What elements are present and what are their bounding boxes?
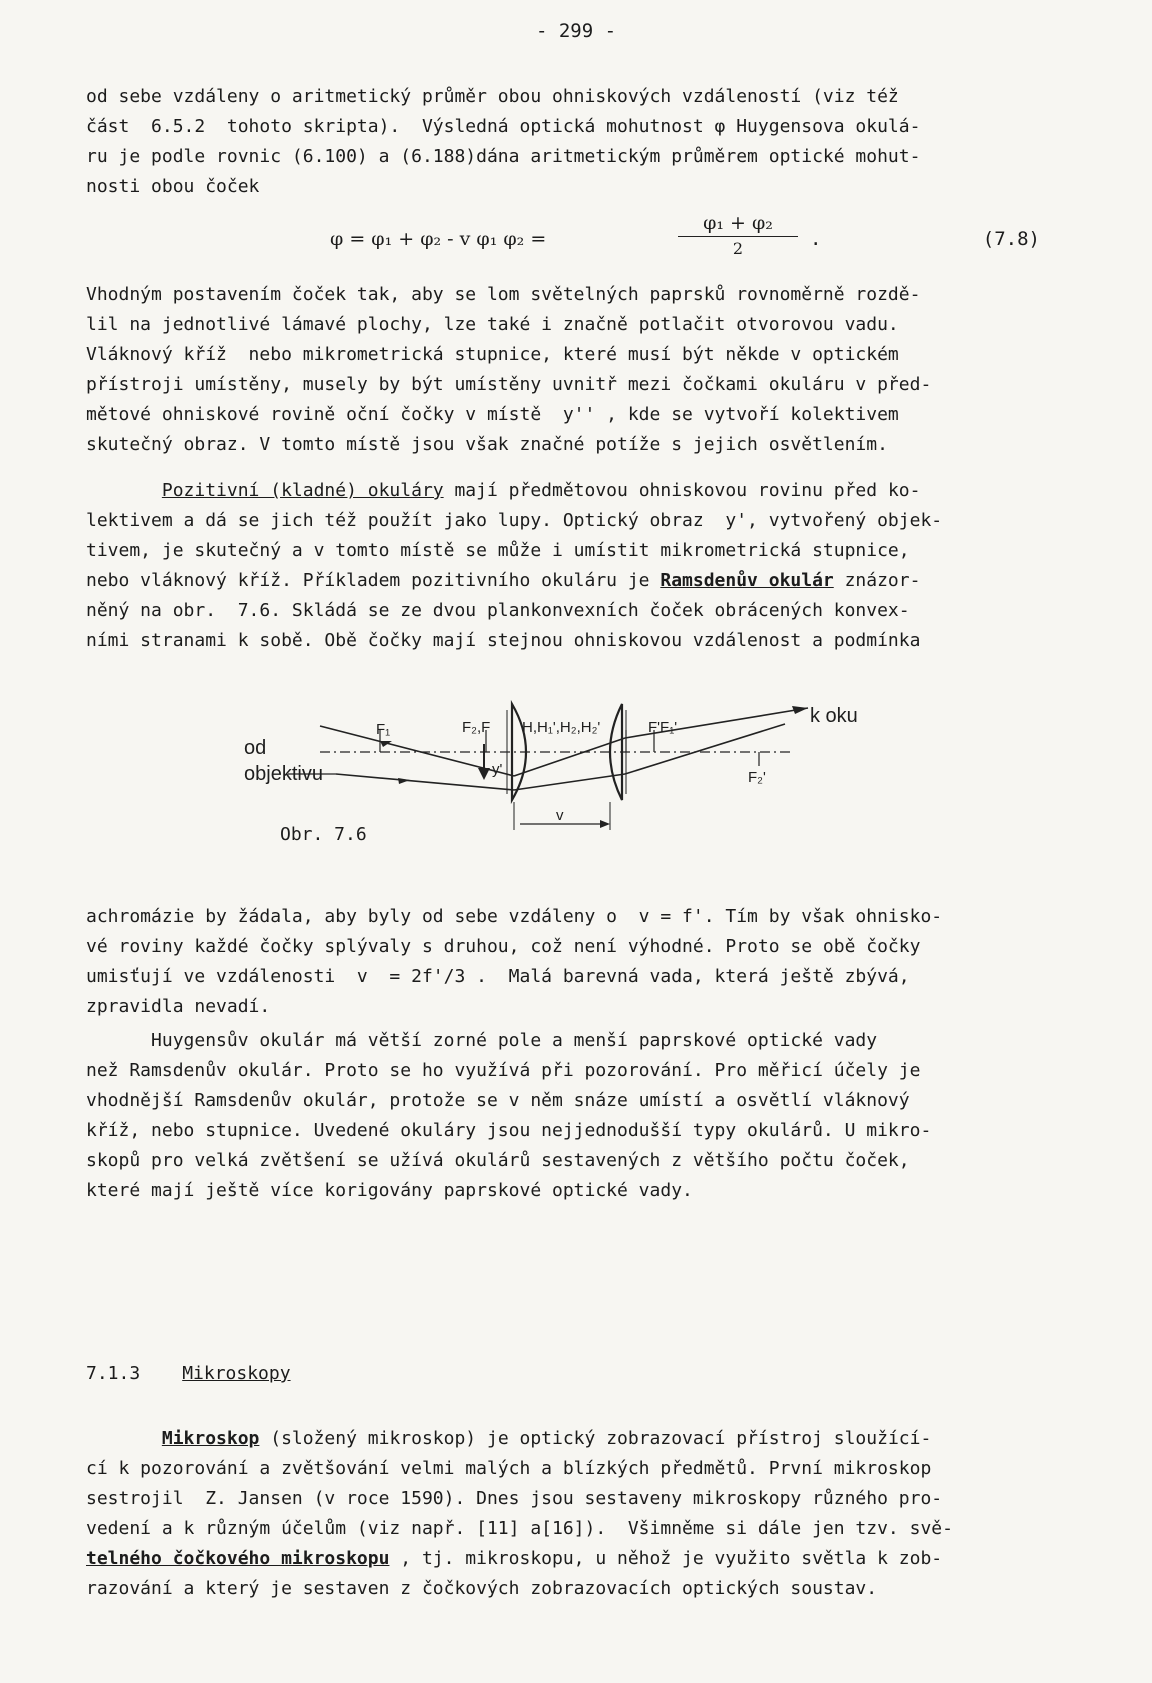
equation-7-8 — [300, 214, 1040, 274]
term-ramsden-eyepiece: Ramsdenův okulár — [660, 570, 834, 591]
text-line: cí k pozorování a zvětšování velmi malých a blízkých předmětů. První mikroskop — [86, 1458, 932, 1479]
label-to-eye: k oku — [810, 705, 858, 727]
section-title: Mikroskopy — [182, 1363, 291, 1384]
label-f-prime-f1-prime: F'F₁' — [648, 719, 678, 736]
text-line: nosti obou čoček — [86, 176, 260, 197]
label-f1: F₁ — [376, 721, 391, 738]
text-line: skutečný obraz. V tomto místě jsou však značné potíže s jejich osvětlením. — [86, 434, 888, 455]
text-line: achromázie by žádala, aby byly od sebe vzdáleny o v = f'. Tím by však ohnisko- — [86, 906, 943, 927]
ray-between-1 — [514, 738, 625, 776]
text-line: vé roviny každé čočky splývaly s druhou, což není výhodné. Proto se obě čočky — [86, 936, 921, 957]
text-line: Vhodným postavením čoček tak, aby se lom světelných paprsků rovnoměrně rozdě- — [86, 284, 921, 305]
paragraph-positive-eyepieces — [86, 476, 1076, 656]
paragraph-huygens-vs-ramsden — [86, 1026, 1076, 1206]
page-number: - 299 - — [535, 20, 617, 42]
text-line: Mikroskop (složený mikroskop) je optický zobrazovací přístroj sloužící- — [161, 1428, 932, 1449]
label-from-objective-line2: objektivu — [244, 763, 323, 785]
text-line: od sebe vzdáleny o aritmetický průměr obou ohniskových vzdáleností (viz též — [86, 86, 899, 107]
text-line: vhodnější Ramsdenův okulár, protože se v něm snáze umístí a osvětlí vláknový — [86, 1090, 910, 1111]
text-line: telného čočkového mikroskopu , tj. mikroskopu, u něhož je využito světla k zob- — [86, 1548, 943, 1569]
text-line: mětové ohniskové rovině oční čočky v místě y'' , kde se vytvoří kolektivem — [86, 404, 899, 425]
text-line: které mají ještě více korigovány paprskové optické vady. — [86, 1180, 693, 1201]
text-line: razování a který je sestaven z čočkových zobrazovacích optických soustav. — [86, 1578, 878, 1599]
text-line: vedení a k různým účelům (viz např. [11] a[16]). Všimněme si dále jen tzv. svě- — [86, 1518, 953, 1539]
figure-caption: Obr. 7.6 — [280, 824, 367, 845]
text-line: kříž, nebo stupnice. Uvedené okuláry jsou nejjednodušší typy okulárů. U mikro- — [86, 1120, 932, 1141]
text-line: Vláknový kříž nebo mikrometrická stupnice, které musí být někde v optickém — [86, 344, 899, 365]
equation-fraction — [678, 212, 798, 258]
text-line: něný na obr. 7.6. Skládá se ze dvou plankonvexních čoček obrácených konvex- — [86, 600, 910, 621]
section-heading — [86, 1363, 291, 1384]
label-v: v — [556, 807, 564, 824]
text-line: zpravidla nevadí. — [86, 996, 271, 1017]
label-principal-planes: H,H₁',H₂,H₂' — [522, 719, 601, 736]
ray-incoming-2 — [336, 774, 514, 790]
equation-main: φ = φ₁ + φ₂ - v φ₁ φ₂ = — [330, 228, 547, 250]
label-f2-prime: F₂' — [748, 769, 766, 786]
label-from-objective-line1: od — [244, 737, 267, 759]
text-line: lil na jednotlivé lámavé plochy, lze také i značně potlačit otvorovou vadu. — [86, 314, 899, 335]
paragraph-microscope — [86, 1424, 1076, 1604]
label-f2-f: F₂,F — [462, 719, 491, 736]
paragraph-achromasia — [86, 902, 1076, 1022]
text-line: Pozitivní (kladné) okuláry mají předmětovou ohniskovou rovinu před ko- — [161, 480, 921, 501]
text-line: než Ramsdenův okulár. Proto se ho využívá při pozorování. Pro měřicí účely je — [86, 1060, 921, 1081]
text-line: umisťují ve vzdálenosti v = 2f'/3 . Malá barevná vada, která ještě zbývá, — [86, 966, 910, 987]
term-light-lens-microscope: telného čočkového mikroskopu — [86, 1548, 390, 1569]
equation-terminator: . — [810, 228, 822, 250]
text-line: Huygensův okulár má větší zorné pole a menší paprskové optické vady — [86, 1030, 878, 1051]
text-line: přístroji umístěny, musely by být umístěny uvnitř mezi čočkami okuláru v před- — [86, 374, 932, 395]
section-number: 7.1.3 — [86, 1363, 141, 1384]
text-line: ními stranami k sobě. Obě čočky mají stejnou ohniskovou vzdálenost a podmínka — [86, 630, 921, 651]
ray-between-2 — [514, 774, 625, 790]
text-line: ru je podle rovnic (6.100) a (6.188)dána aritmetickým průměrem optické mohut- — [86, 146, 921, 167]
label-y-prime: y' — [492, 761, 503, 778]
text-line: část 6.5.2 tohoto skripta). Výsledná optická mohutnost φ Huygensova okulá- — [86, 116, 921, 137]
text-line: nebo vláknový kříž. Příkladem pozitivního okuláru je Ramsdenův okulár znázor- — [86, 570, 921, 591]
text-line: skopů pro velká zvětšení se užívá okulárů sestavených z většího počtu čoček, — [86, 1150, 910, 1171]
text-line: sestrojil Z. Jansen (v roce 1590). Dnes jsou sestaveny mikroskopy různého pro- — [86, 1488, 943, 1509]
fraction-denominator: 2 — [732, 239, 744, 258]
term-microscope: Mikroskop — [161, 1428, 260, 1449]
text-line: lektivem a dá se jich též použít jako lupy. Optický obraz y', vytvořený objek- — [86, 510, 943, 531]
term-positive-eyepieces: Pozitivní (kladné) okuláry — [161, 480, 444, 501]
equation-label: (7.8) — [982, 228, 1040, 250]
fraction-numerator: φ₁ + φ₂ — [678, 212, 798, 237]
text-line: tivem, je skutečný a v tomto místě se může i umístit mikrometrická stupnice, — [86, 540, 910, 561]
paragraph-lens-placement — [86, 280, 1076, 460]
paragraph-huygens-power — [86, 82, 1076, 202]
